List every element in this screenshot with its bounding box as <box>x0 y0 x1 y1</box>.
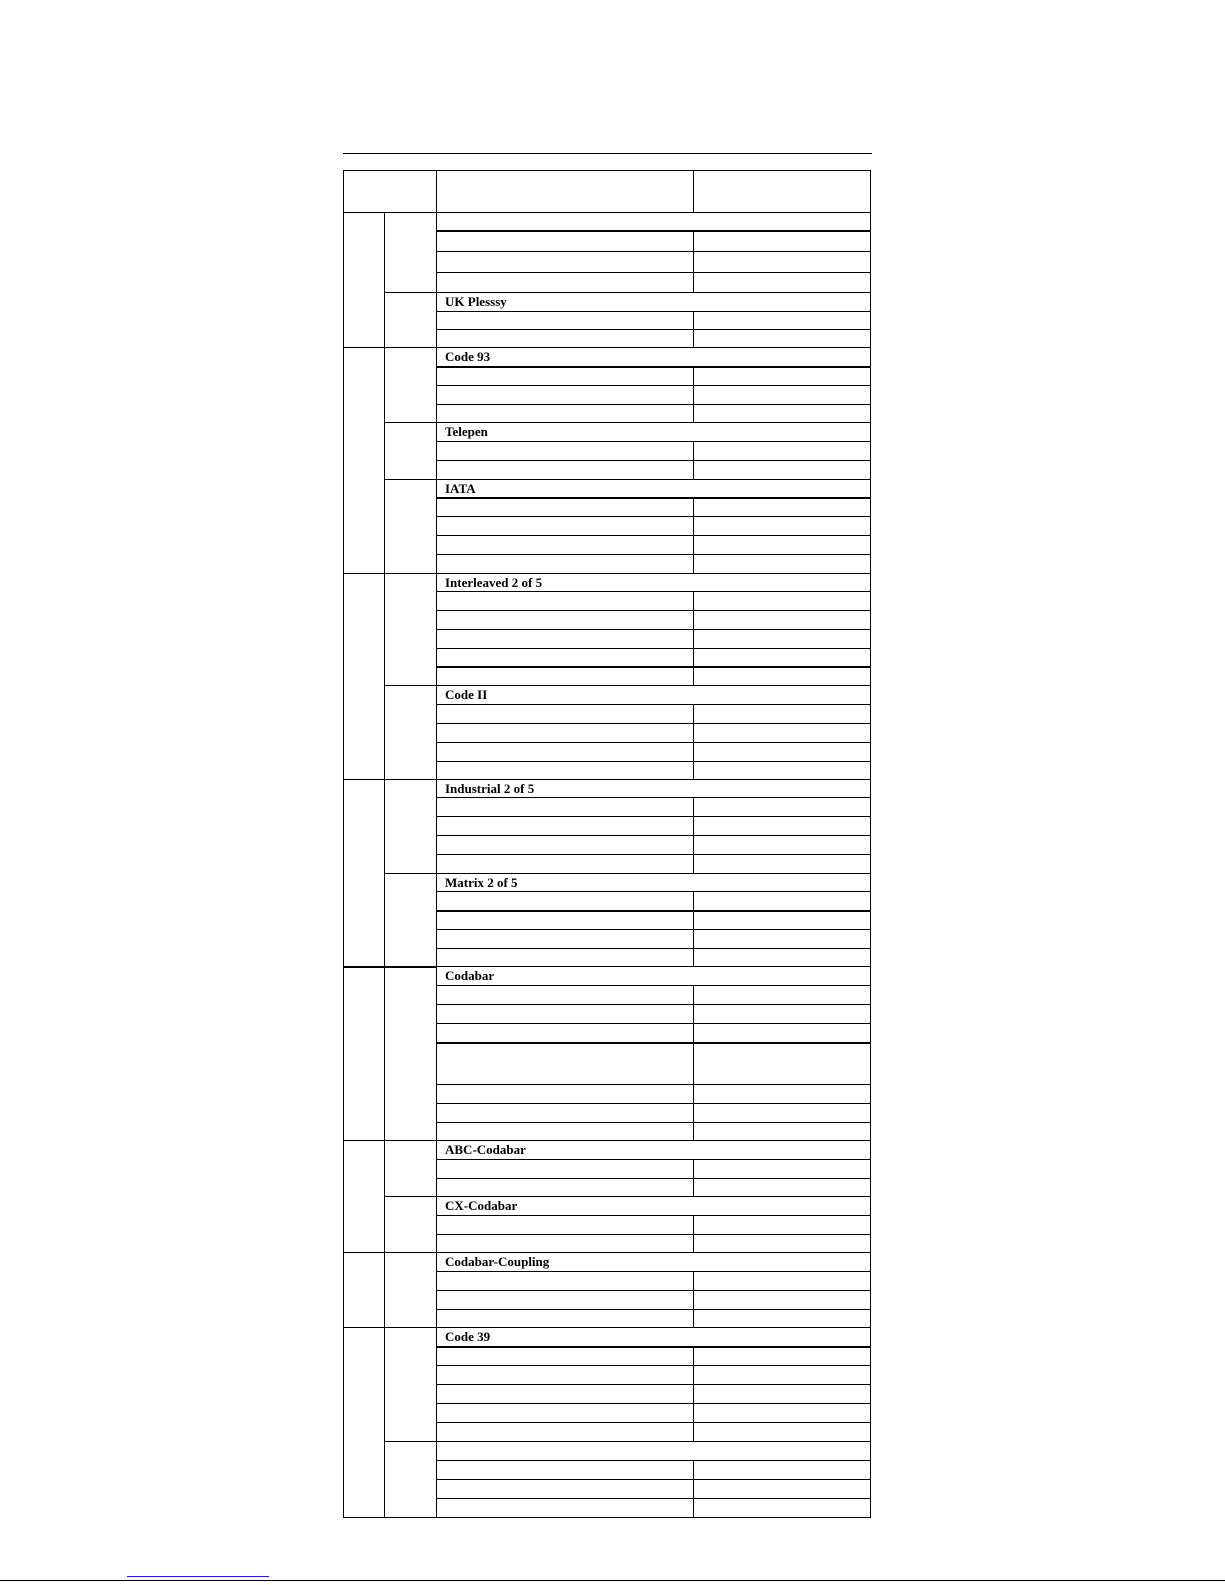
option-value-cell <box>693 1103 871 1123</box>
option-name-cell <box>436 251 694 273</box>
option-value-cell <box>693 1309 871 1328</box>
option-name-cell <box>436 272 694 293</box>
group-title-row <box>436 966 871 986</box>
symbology-name: Matrix 2 of 5 <box>445 875 518 890</box>
category-cell-wide <box>343 1252 437 1328</box>
option-name-cell <box>436 1346 694 1366</box>
header-cell-2 <box>436 170 694 213</box>
subgroup-cell <box>384 1140 437 1197</box>
option-name-cell <box>436 1479 694 1499</box>
group-title-row <box>436 779 871 798</box>
option-value-cell <box>693 1215 871 1235</box>
option-value-cell <box>693 1384 871 1404</box>
symbology-name: Interleaved 2 of 5 <box>445 575 543 590</box>
option-value-cell <box>693 441 871 461</box>
subgroup-cell <box>384 1196 437 1253</box>
option-value-cell <box>693 742 871 762</box>
option-value-cell <box>693 854 871 874</box>
option-value-cell <box>693 666 871 686</box>
subgroup-cell <box>384 1327 437 1442</box>
option-value-cell <box>693 629 871 649</box>
option-value-cell <box>693 591 871 611</box>
option-value-cell <box>693 1084 871 1104</box>
option-name-cell <box>436 1159 694 1179</box>
option-name-cell <box>436 985 694 1005</box>
option-name-cell <box>436 704 694 724</box>
group-title-row <box>436 1441 871 1461</box>
option-name-cell <box>436 629 694 649</box>
option-value-cell <box>693 797 871 817</box>
option-value-cell <box>693 329 871 348</box>
option-name-cell <box>436 404 694 423</box>
symbology-name: UK Plesssy <box>445 294 507 309</box>
symbology-name: Codabar-Coupling <box>445 1254 550 1269</box>
symbology-name: Code 39 <box>445 1329 491 1344</box>
symbology-name: IATA <box>445 481 476 496</box>
group-title-row <box>436 292 871 312</box>
option-name-cell <box>436 1498 694 1518</box>
option-name-cell <box>436 366 694 386</box>
option-name-cell <box>436 311 694 330</box>
option-value-cell <box>693 366 871 386</box>
option-value-cell <box>693 723 871 743</box>
option-value-cell <box>693 704 871 724</box>
option-value-cell <box>693 1460 871 1480</box>
option-value-cell <box>693 1042 871 1085</box>
group-title-row <box>436 479 871 498</box>
category-cell <box>343 1140 385 1253</box>
group-title-row <box>436 212 871 231</box>
option-value-cell <box>693 1365 871 1385</box>
option-name-cell <box>436 1422 694 1442</box>
group-title-row <box>436 347 871 367</box>
option-name-cell <box>436 723 694 743</box>
option-value-cell <box>693 230 871 252</box>
option-name-cell <box>436 1309 694 1328</box>
option-value-cell <box>693 835 871 855</box>
header-cell-1 <box>343 170 437 213</box>
footer-link-underline[interactable] <box>127 1576 269 1577</box>
option-value-cell <box>693 251 871 273</box>
option-name-cell <box>436 910 694 930</box>
option-name-cell <box>436 1004 694 1024</box>
subgroup-cell <box>384 573 437 686</box>
option-value-cell <box>693 385 871 405</box>
option-name-cell <box>436 761 694 780</box>
subgroup-cell <box>384 1441 437 1518</box>
header-cell-3 <box>693 170 871 213</box>
category-cell <box>343 779 385 967</box>
option-name-cell <box>436 230 694 252</box>
option-name-cell <box>436 385 694 405</box>
option-value-cell <box>693 1346 871 1366</box>
option-value-cell <box>693 761 871 780</box>
subgroup-cell <box>384 873 437 967</box>
option-value-cell <box>693 1422 871 1442</box>
group-title-row <box>436 1327 871 1347</box>
option-name-cell <box>436 329 694 348</box>
subgroup-cell <box>384 212 437 293</box>
option-value-cell <box>693 311 871 330</box>
category-cell-wide <box>343 966 437 1141</box>
option-name-cell <box>436 1023 694 1043</box>
option-name-cell <box>436 1403 694 1423</box>
option-value-cell <box>693 1479 871 1499</box>
symbology-name: Codabar <box>445 968 495 983</box>
symbology-name: ABC-Codabar <box>445 1142 526 1157</box>
option-name-cell <box>436 460 694 480</box>
option-name-cell <box>436 591 694 611</box>
option-value-cell <box>693 1234 871 1253</box>
option-value-cell <box>693 1178 871 1197</box>
option-value-cell <box>693 891 871 911</box>
option-value-cell <box>693 497 871 517</box>
option-value-cell <box>693 554 871 574</box>
option-name-cell <box>436 797 694 817</box>
category-cell <box>343 1327 385 1518</box>
option-name-cell <box>436 441 694 461</box>
option-name-cell <box>436 929 694 949</box>
group-title-row <box>436 1252 871 1272</box>
option-value-cell <box>693 610 871 630</box>
option-value-cell <box>693 948 871 967</box>
option-value-cell <box>693 404 871 423</box>
option-name-cell <box>436 835 694 855</box>
option-name-cell <box>436 535 694 555</box>
option-name-cell <box>436 497 694 517</box>
option-value-cell <box>693 1403 871 1423</box>
option-name-cell <box>436 1234 694 1253</box>
group-title-row <box>436 573 871 592</box>
group-title-row <box>436 1196 871 1216</box>
option-name-cell <box>436 1178 694 1197</box>
symbology-name: Code II <box>445 687 488 702</box>
group-title-row <box>436 685 871 705</box>
subgroup-cell <box>384 685 437 780</box>
group-title-row <box>436 873 871 892</box>
option-name-cell <box>436 610 694 630</box>
option-name-cell <box>436 516 694 536</box>
option-name-cell <box>436 742 694 762</box>
option-value-cell <box>693 272 871 293</box>
symbology-name: Telepen <box>445 424 488 439</box>
subgroup-cell <box>384 479 437 574</box>
subgroup-cell <box>384 347 437 423</box>
option-value-cell <box>693 816 871 836</box>
option-name-cell <box>436 554 694 574</box>
option-name-cell <box>436 648 694 667</box>
option-name-cell <box>436 1084 694 1104</box>
symbology-name: CX-Codabar <box>445 1198 518 1213</box>
option-name-cell <box>436 1290 694 1310</box>
group-title-row <box>436 422 871 442</box>
option-name-cell <box>436 854 694 874</box>
option-name-cell <box>436 1460 694 1480</box>
option-name-cell <box>436 1042 694 1085</box>
option-name-cell <box>436 1271 694 1291</box>
option-value-cell <box>693 648 871 667</box>
option-value-cell <box>693 985 871 1005</box>
option-value-cell <box>693 1004 871 1024</box>
subgroup-cell <box>384 779 437 874</box>
option-name-cell <box>436 1103 694 1123</box>
category-cell <box>343 573 385 780</box>
option-value-cell <box>693 1023 871 1043</box>
option-value-cell <box>693 910 871 930</box>
option-name-cell <box>436 816 694 836</box>
option-name-cell <box>436 1122 694 1141</box>
option-name-cell <box>436 666 694 686</box>
option-name-cell <box>436 1384 694 1404</box>
option-name-cell <box>436 891 694 911</box>
option-value-cell <box>693 1498 871 1518</box>
option-value-cell <box>693 929 871 949</box>
option-value-cell <box>693 535 871 555</box>
symbology-name: Industrial 2 of 5 <box>445 781 535 796</box>
option-name-cell <box>436 1365 694 1385</box>
option-value-cell <box>693 1290 871 1310</box>
option-value-cell <box>693 1122 871 1141</box>
option-name-cell <box>436 1215 694 1235</box>
option-value-cell <box>693 1159 871 1179</box>
category-cell <box>343 347 385 574</box>
option-value-cell <box>693 460 871 480</box>
option-name-cell <box>436 948 694 967</box>
subgroup-cell <box>384 292 437 348</box>
symbology-name: Code 93 <box>445 349 491 364</box>
group-title-row <box>436 1140 871 1160</box>
subgroup-cell <box>384 422 437 480</box>
option-value-cell <box>693 1271 871 1291</box>
category-cell <box>343 212 385 348</box>
option-value-cell <box>693 516 871 536</box>
footer-rule <box>0 1580 1225 1581</box>
